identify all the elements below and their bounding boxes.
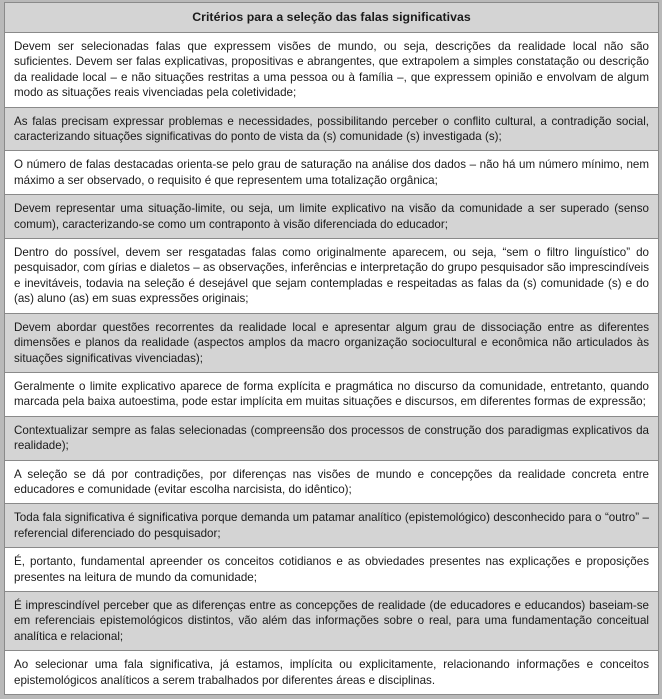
criterion-cell [5,107,659,151]
table-row [5,195,659,239]
criterion-cell [5,239,659,314]
criterion-cell [5,151,659,195]
criterion-text: Toda fala significativa é significativa porque demanda um patamar analítico (epistemológico) desconhecido para o “outro” – referencial diferenciado do pesquisador; [14,511,649,540]
criterion-text: A seleção se dá por contradições, por diferenças nas visões de mundo e concepções da realidade concreta entre educadores e comunidade (evitar escolha narcisista, do idêntico); [14,467,649,496]
criterion-text: As falas precisam expressar problemas e necessidades, possibilitando perceber o conflito cultural, a contradição social, caracterizando situações significativas do ponto de vista da (s) comunidade (s) investigada (s); [14,114,649,144]
criterion-text: Devem representar uma situação-limite, ou seja, um limite explicativo na visão da comunidade a ser superado (senso comum), caracterizando-se como um contraponto à visão diferenciada do educador; [14,202,649,231]
criterion-text: Contextualizar sempre as falas selecionadas (compreensão dos processos de construção dos paradigmas explicativos da realidade); [14,423,649,453]
criterion-text: Geralmente o limite explicativo aparece de forma explícita e pragmática no discurso da comunidade, entretanto, quando marcada pela baixa autoestima, pode estar implícita em muitas situações e discursos, em diferentes formas de expressão; [14,379,649,409]
table-row [5,548,659,592]
table-header-title: Critérios para a seleção das falas significativas [5,3,659,33]
criterion-cell [5,313,659,372]
table-row [5,151,659,195]
criterion-cell [5,33,659,108]
table-row [5,239,659,314]
criterion-text: Devem abordar questões recorrentes da realidade local e apresentar algum grau de dissociação entre as diferentes dimensões e planos da realidade (aspectos amplos da macro organização sociocultural e econômica não articulados às situações significativas vivenciadas); [14,320,649,365]
criterion-text: Dentro do possível, devem ser resgatadas falas como originalmente aparecem, ou seja, “sem o filtro linguístico” do pesquisador, com gírias e dialetos – as observações, inferências e interpretação do grupo pesquisador são imprescindíveis e inevitáveis, todavia na seleção é desejável que sejam contempladas e respeitadas as falas da (s) comunidade (s) e do (as) aluno (as) em suas expressões originais; [14,246,649,306]
criterion-cell [5,195,659,239]
table-row [5,591,659,650]
table-row [5,651,659,695]
criteria-table [4,2,659,695]
table-row [5,460,659,504]
criterion-cell [5,591,659,650]
criterion-cell [5,416,659,460]
table-row [5,372,659,416]
criterion-text: O número de falas destacadas orienta-se pelo grau de saturação na análise dos dados – não há um número mínimo, nem máximo a ser observado, o requisito é que representem uma totalização orgânica; [14,158,649,187]
table-row [5,107,659,151]
table-row [5,313,659,372]
table-body [5,3,659,695]
criterion-cell [5,460,659,504]
table-row [5,33,659,108]
criterion-text: É, portanto, fundamental apreender os conceitos cotidianos e as obviedades presentes nas explicações e proposições presentes na leitura de mundo da comunidade; [14,555,649,584]
criterion-cell [5,372,659,416]
table-row [5,504,659,548]
table-header-row [5,3,659,33]
criterion-text: É imprescindível perceber que as diferenças entre as concepções de realidade (de educadores e educandos) baseiam-se em referenciais epistemológicos distintos, vão além das informações sobre o real, para uma fundamentação conceitual analítica e relacional; [14,598,649,643]
criterion-cell [5,651,659,695]
criterion-text: Ao selecionar uma fala significativa, já estamos, implícita ou explicitamente, relacionando informações e conceitos epistemológicos analíticos a serem trabalhados por diferentes áreas e disciplinas. [14,658,649,687]
table-row [5,416,659,460]
criterion-cell [5,504,659,548]
criterion-text: Devem ser selecionadas falas que expressem visões de mundo, ou seja, descrições da realidade local não são suficientes. Devem ser falas explicativas, propositivas e abrangentes, que extrapolem a simples constatação ou descrição da realidade local – e não situações restritas a uma pessoa ou à família –, que expressem opinião e envolvam de algum modo as situações reais vivenciadas pela coletividade; [14,40,649,100]
criterion-cell [5,548,659,592]
